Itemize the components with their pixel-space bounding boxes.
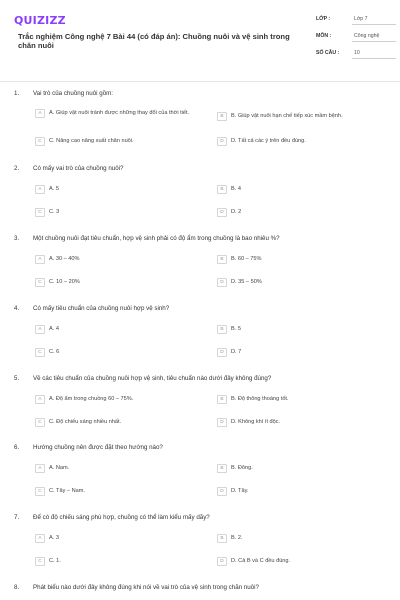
option-d[interactable] xyxy=(217,557,381,566)
meta-label: LỚP : xyxy=(316,16,331,22)
option-text: D. Cả B và C đều đúng. xyxy=(231,558,291,564)
question-text: Một chuồng nuôi đạt tiêu chuẩn, hợp vệ sinh phải có độ ẩm trong chuồng là bao nhiêu %? xyxy=(33,235,280,242)
option-letter-box: C xyxy=(35,487,45,496)
option-a[interactable] xyxy=(35,109,199,118)
question-header xyxy=(14,514,393,522)
worksheet-header xyxy=(0,0,400,82)
question-header xyxy=(14,444,393,452)
option-letter-box: B xyxy=(217,255,227,264)
meta-panel xyxy=(316,14,396,62)
option-b[interactable] xyxy=(217,255,381,264)
option-text: D. 7 xyxy=(231,349,242,355)
option-c[interactable] xyxy=(35,348,199,357)
option-a[interactable] xyxy=(35,464,199,473)
question-number: 4. xyxy=(14,305,20,312)
logo-text: QUIZIZZ xyxy=(14,13,66,27)
question-header xyxy=(14,584,393,592)
option-text: D. 2 xyxy=(231,209,242,215)
option-letter-box: D xyxy=(217,137,227,146)
option-text: D. 35 – 50% xyxy=(231,279,262,285)
option-letter-box: B xyxy=(217,464,227,473)
question-text: Có mấy tiêu chuẩn của chuồng nuôi hợp vệ sinh? xyxy=(33,305,170,312)
option-letter-box: A xyxy=(35,185,45,194)
option-letter-box: D xyxy=(217,418,227,427)
option-letter-box: C xyxy=(35,348,45,357)
question-number: 1. xyxy=(14,90,20,97)
meta-row-subject xyxy=(316,31,396,45)
option-text: A. Nam. xyxy=(49,465,70,471)
option-b[interactable] xyxy=(217,464,381,473)
question-number: 6. xyxy=(14,444,20,451)
meta-label: SỐ CÂU : xyxy=(316,50,340,56)
option-text: A. 3 xyxy=(49,535,59,541)
option-c[interactable] xyxy=(35,208,199,217)
option-letter-box: A xyxy=(35,395,45,404)
option-letter-box: C xyxy=(35,208,45,217)
option-d[interactable] xyxy=(217,137,381,146)
question-header xyxy=(14,90,393,98)
option-text: D. Tây. xyxy=(231,488,249,494)
option-text: A. 5 xyxy=(49,186,59,192)
option-a[interactable] xyxy=(35,534,199,543)
page-title: Trắc nghiệm Công nghệ 7 Bài 44 (có đáp án): Chuồng nuôi và vệ sinh trong chăn nuôi xyxy=(18,32,290,51)
option-text: C. 10 – 20% xyxy=(49,279,80,285)
option-text: B. 2. xyxy=(231,535,243,541)
option-letter-box: B xyxy=(217,112,227,121)
option-text: D. Không khí ít độc. xyxy=(231,419,281,425)
question-text: Vai trò của chuồng nuôi gồm: xyxy=(33,90,114,97)
question-number: 7. xyxy=(14,514,20,521)
option-b[interactable] xyxy=(217,112,381,121)
option-text: A. Độ ẩm trong chuồng 60 – 75%. xyxy=(49,396,134,402)
option-text: C. Độ chiếu sáng nhiều nhất. xyxy=(49,419,122,425)
option-letter-box: B xyxy=(217,395,227,404)
option-letter-box: D xyxy=(217,208,227,217)
option-text: A. Giúp vật nuôi tránh được những thay đổi của thời tiết. xyxy=(49,110,190,116)
option-c[interactable] xyxy=(35,487,199,496)
option-text: C. Nâng cao năng suất chăn nuôi. xyxy=(49,138,134,144)
option-letter-box: D xyxy=(217,278,227,287)
option-letter-box: C xyxy=(35,137,45,146)
option-d[interactable] xyxy=(217,487,381,496)
meta-row-grade xyxy=(316,14,396,28)
option-letter-box: A xyxy=(35,325,45,334)
option-text: B. 60 – 75% xyxy=(231,256,262,262)
question-text: Hướng chuồng nên được đặt theo hướng nào? xyxy=(33,444,163,451)
question-text: Phát biểu nào dưới đây không đúng khi nói về vai trò của vệ sinh trong chăn nuôi? xyxy=(33,584,259,591)
option-letter-box: D xyxy=(217,348,227,357)
option-letter-box: A xyxy=(35,255,45,264)
question-header xyxy=(14,305,393,313)
option-text: B. Giúp vật nuôi hạn chế tiếp xúc mầm bệnh. xyxy=(231,113,343,119)
option-c[interactable] xyxy=(35,278,199,287)
meta-value: 10 xyxy=(352,48,396,59)
meta-value: Lớp 7 xyxy=(352,14,396,25)
question-number: 5. xyxy=(14,375,20,382)
option-letter-box: A xyxy=(35,109,45,118)
question-header xyxy=(14,235,393,243)
option-letter-box: D xyxy=(217,557,227,566)
option-text: D. Tất cả các ý trên đều đúng. xyxy=(231,138,306,144)
meta-row-count xyxy=(316,48,396,62)
option-text: C. 1. xyxy=(49,558,61,564)
question-header xyxy=(14,165,393,173)
quizizz-logo xyxy=(14,14,66,26)
option-d[interactable] xyxy=(217,278,381,287)
question-header xyxy=(14,375,393,383)
question-text: Có mấy vai trò của chuồng nuôi? xyxy=(33,165,124,172)
option-text: C. Tây – Nam. xyxy=(49,488,85,494)
option-text: C. 3 xyxy=(49,209,60,215)
option-text: A. 30 – 40% xyxy=(49,256,80,262)
option-a[interactable] xyxy=(35,325,199,334)
option-b[interactable] xyxy=(217,395,381,404)
option-a[interactable] xyxy=(35,395,199,404)
option-b[interactable] xyxy=(217,534,381,543)
meta-value: Công nghệ xyxy=(352,31,396,42)
option-letter-box: A xyxy=(35,464,45,473)
option-text: C. 6 xyxy=(49,349,60,355)
option-text: B. 4 xyxy=(231,186,241,192)
option-letter-box: B xyxy=(217,185,227,194)
meta-label: MÔN : xyxy=(316,33,332,39)
question-text: Để có độ chiếu sáng phù hợp, chuồng có thể làm kiểu mấy dãy? xyxy=(33,514,210,521)
option-a[interactable] xyxy=(35,255,199,264)
option-letter-box: C xyxy=(35,557,45,566)
option-d[interactable] xyxy=(217,208,381,217)
option-letter-box: C xyxy=(35,418,45,427)
option-letter-box: D xyxy=(217,487,227,496)
option-letter-box: A xyxy=(35,534,45,543)
option-letter-box: C xyxy=(35,278,45,287)
option-letter-box: B xyxy=(217,534,227,543)
option-d[interactable] xyxy=(217,348,381,357)
option-text: A. 4 xyxy=(49,326,59,332)
option-b[interactable] xyxy=(217,185,381,194)
question-text: Về các tiêu chuẩn của chuồng nuôi hợp vệ sinh, tiêu chuẩn nào dưới đây không đúng? xyxy=(33,375,272,382)
option-text: B. 5 xyxy=(231,326,241,332)
option-c[interactable] xyxy=(35,418,199,427)
question-number: 3. xyxy=(14,235,20,242)
option-c[interactable] xyxy=(35,557,199,566)
question-number: 8. xyxy=(14,584,20,591)
option-letter-box: B xyxy=(217,325,227,334)
option-text: B. Đông. xyxy=(231,465,253,471)
option-a[interactable] xyxy=(35,185,199,194)
option-text: B. Độ thông thoáng tốt. xyxy=(231,396,289,402)
option-c[interactable] xyxy=(35,137,199,146)
option-b[interactable] xyxy=(217,325,381,334)
option-d[interactable] xyxy=(217,418,381,427)
question-number: 2. xyxy=(14,165,20,172)
